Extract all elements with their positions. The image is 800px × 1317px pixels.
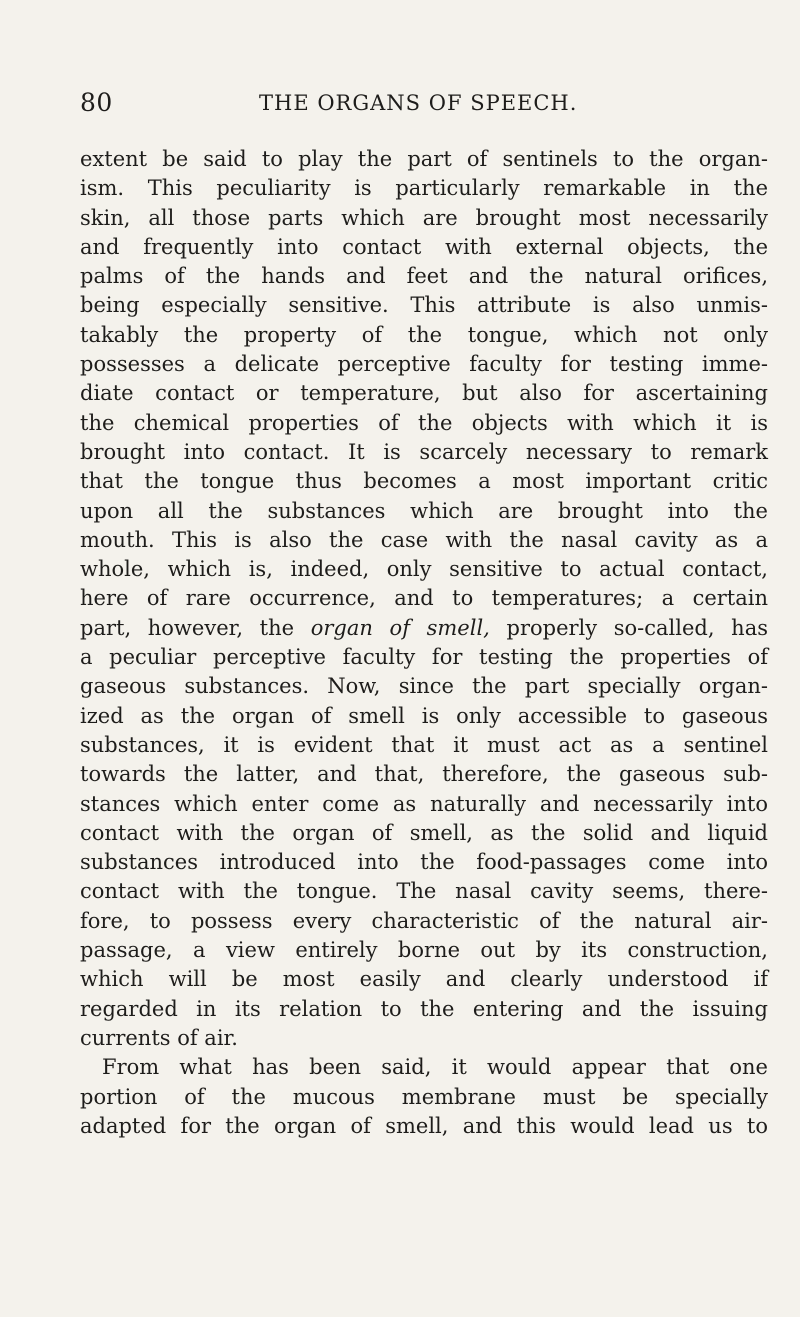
running-title: THE ORGANS OF SPEECH. — [259, 91, 578, 115]
text-segment: properly so-called, has — [506, 615, 768, 640]
text-line: contact with the organ of smell, as the solid and liquid — [80, 820, 768, 845]
text-line: portion of the mucous membrane must be specially — [80, 1084, 768, 1109]
paragraph — [80, 1053, 768, 1141]
text-line: adapted for the organ of smell, and this would lead us to — [80, 1113, 768, 1138]
text-line: stances which enter come as naturally and necessarily into — [80, 791, 768, 816]
text-line: extent be said to play the part of sentinels to the organ- — [80, 147, 768, 171]
text-line: contact with the tongue. The nasal cavity seems, there- — [80, 879, 768, 904]
text-line: possesses a delicate perceptive faculty for testing imme- — [80, 352, 768, 377]
text-line: passage, a view entirely borne out by its construction, — [80, 938, 768, 963]
text-line: whole, which is, indeed, only sensitive to actual contact, — [80, 557, 768, 582]
text-line: towards the latter, and that, therefore, the gaseous sub- — [80, 762, 768, 787]
text-line — [80, 614, 768, 643]
text-line: takably the property of the tongue, which not only — [80, 322, 768, 347]
text-line: gaseous substances. Now, since the part specially organ- — [80, 674, 768, 699]
text-line: mouth. This is also the case with the nasal cavity as a — [80, 527, 768, 552]
text-line: currents of air. — [80, 1025, 238, 1050]
text-line: skin, all those parts which are brought most necessarily — [80, 205, 768, 230]
body-text — [80, 145, 768, 1141]
text-line: substances introduced into the food-passages come into — [80, 850, 768, 875]
text-line: a peculiar perceptive faculty for testing the properties of — [80, 645, 768, 670]
text-line: brought into contact. It is scarcely necessary to remark — [80, 439, 768, 464]
paragraph — [80, 145, 768, 1053]
running-head — [80, 88, 768, 122]
text-line: From what has been said, it would appear that one — [102, 1055, 768, 1080]
text-line: ized as the organ of smell is only accessible to gaseous — [80, 703, 768, 728]
text-line: substances, it is evident that it must act as a sentinel — [80, 732, 768, 757]
text-line: that the tongue thus becomes a most important critic — [80, 469, 768, 494]
text-line: which will be most easily and clearly understood if — [80, 967, 768, 992]
text-line: here of rare occurrence, and to temperatures; a certain — [80, 586, 768, 611]
text-line: the chemical properties of the objects with which it is — [80, 410, 768, 435]
text-line: regarded in its relation to the entering and the issuing — [80, 996, 768, 1021]
text-line: and frequently into contact with external objects, the — [80, 234, 768, 259]
text-line: fore, to possess every characteristic of the natural air- — [80, 908, 768, 933]
text-segment: part, however, the — [80, 615, 295, 640]
page-number: 80 — [80, 88, 113, 117]
text-line: palms of the hands and feet and the natural orifices, — [80, 264, 768, 289]
text-line: ism. This peculiarity is particularly remarkable in the — [80, 176, 768, 201]
text-line: being especially sensitive. This attribute is also unmis- — [80, 293, 768, 318]
text-line: upon all the substances which are brought into the — [80, 498, 768, 523]
italic-term: organ of smell, — [310, 615, 490, 640]
text-line: diate contact or temperature, but also for ascertaining — [80, 381, 768, 406]
